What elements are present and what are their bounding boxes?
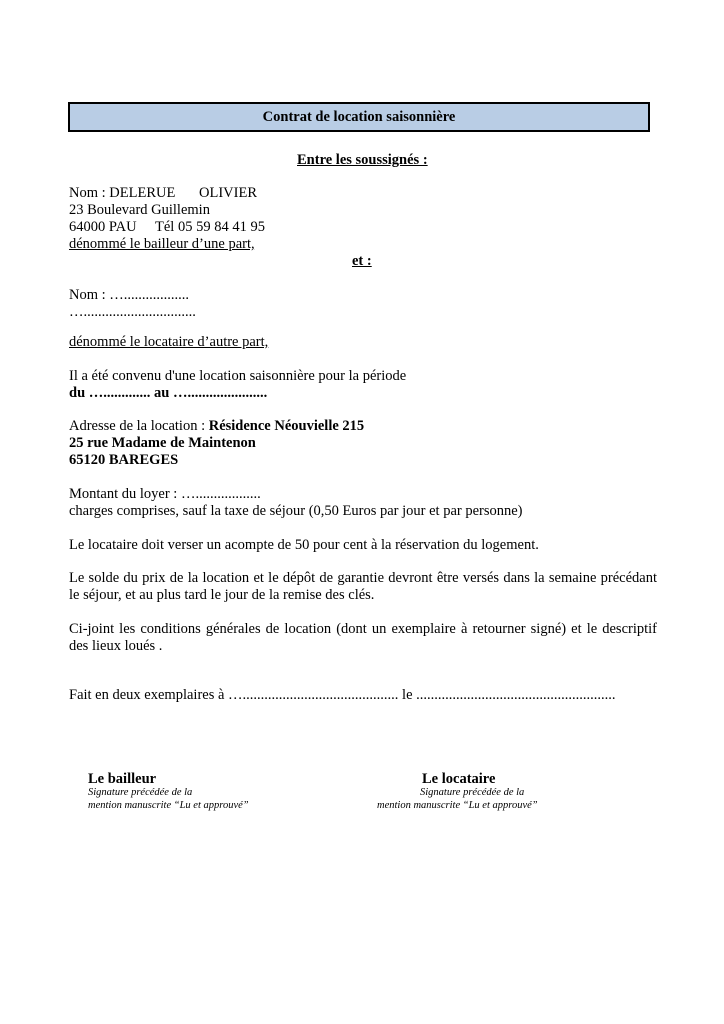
tenant-signature-note1: Signature précédée de la [420, 787, 525, 798]
address-street: 25 rue Madame de Maintenon [69, 435, 256, 451]
rent-line1: Montant du loyer : ….................. [69, 486, 261, 502]
tenant-name-line: Nom : ….................. [69, 287, 190, 303]
tenant-name-line2: …............................... [69, 304, 196, 320]
parties-heading: Entre les soussignés : [297, 152, 428, 168]
landlord-signature-note1: Signature précédée de la [88, 787, 193, 798]
address-label: Adresse de la location : [69, 418, 209, 434]
rent-line2: charges comprises, sauf la taxe de séjour (0,50 Euros par jour et par personne) [69, 503, 523, 519]
contract-title: Contrat de location saisonnière [68, 102, 650, 132]
address-line [69, 418, 364, 435]
tenant-signature-note2: mention manuscrite “Lu et approuvé” [377, 800, 538, 811]
address-city: 65120 BAREGES [69, 452, 179, 468]
period-intro: Il a été convenu d'une location saisonnière pour la période [69, 368, 407, 384]
landlord-name: Nom : DELERUE [69, 185, 176, 201]
address-residence: Résidence Néouvielle 215 [208, 418, 365, 434]
landlord-signature-label: Le bailleur [88, 771, 157, 787]
landlord-phone: Tél 05 59 84 41 95 [155, 219, 265, 235]
tenant-designation: dénommé le locataire d’autre part, [69, 334, 269, 350]
landlord-signature-note2: mention manuscrite “Lu et approuvé” [88, 800, 249, 811]
landlord-first-name: OLIVIER [199, 185, 257, 201]
and-word: et : [352, 253, 372, 269]
landlord-designation: dénommé le bailleur d’une part, [69, 236, 255, 252]
period-dates: du …............. au …...................... [69, 385, 268, 401]
landlord-street: 23 Boulevard Guillemin [69, 202, 210, 218]
tenant-signature-label: Le locataire [422, 771, 496, 787]
balance-text: Le solde du prix de la location et le dépôt de garantie devront être versés dans la semaine précédant le séjour, et au plus tard le jour de la remise des clés. [69, 570, 657, 603]
deposit-text: Le locataire doit verser un acompte de 50 pour cent à la réservation du logement. [69, 537, 539, 553]
landlord-city: 64000 PAU [69, 219, 137, 235]
attachments-text: Ci-joint les conditions générales de location (dont un exemplaire à retourner signé) et le descriptif des lieux loués . [69, 621, 657, 654]
done-line: Fait en deux exemplaires à …........................................... le ....................................................... [69, 687, 616, 703]
